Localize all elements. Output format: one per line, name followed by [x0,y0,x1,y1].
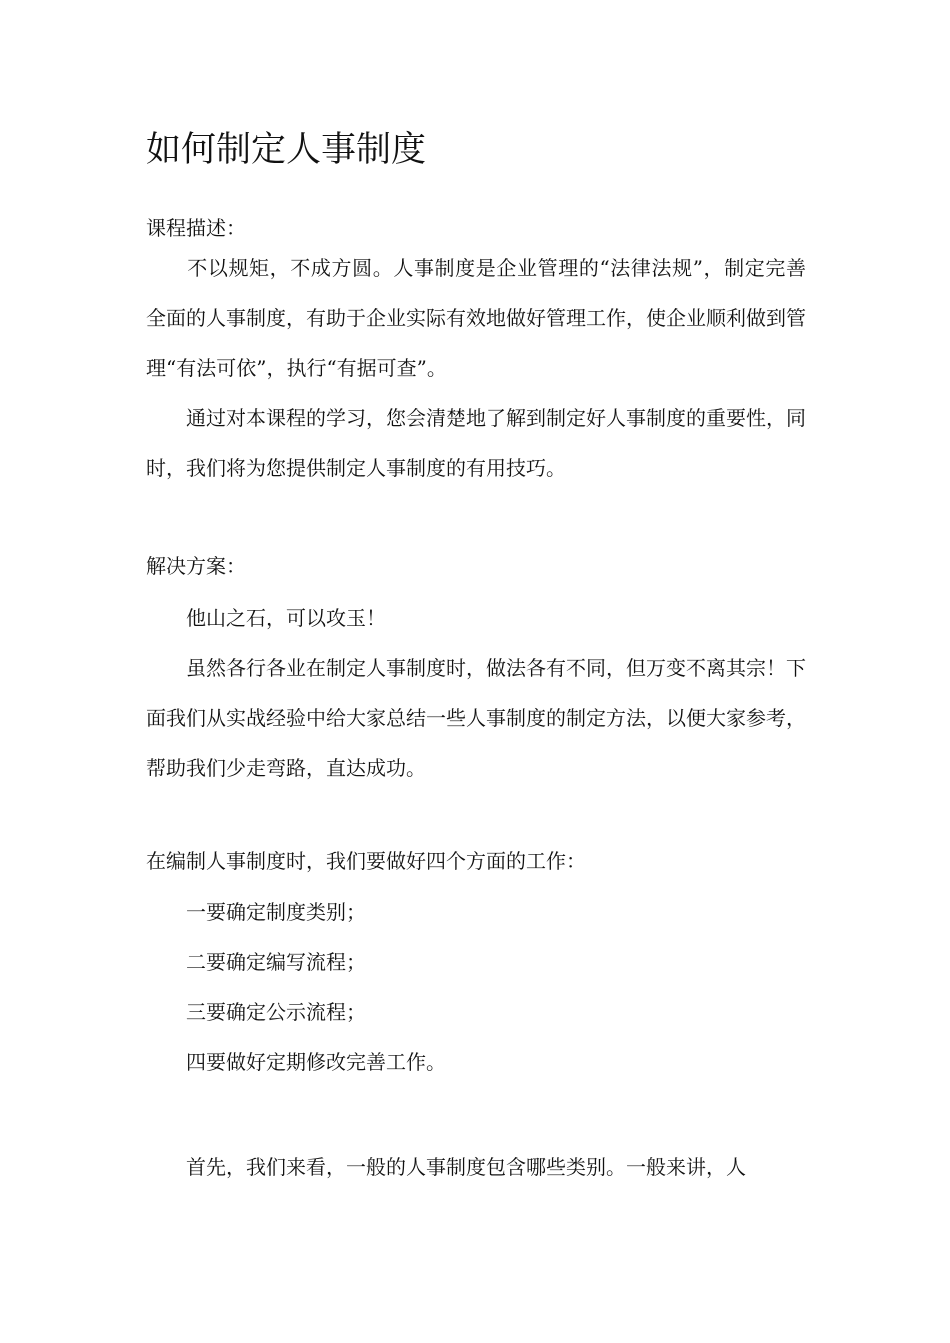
course-heading: 课程描述： [146,216,246,240]
closing-paragraph: 首先，我们来看，一般的人事制度包含哪些类别。一般来讲，人 [146,1155,746,1179]
tasks-intro: 在编制人事制度时，我们要做好四个方面的工作： [146,849,586,873]
solution-paragraph-1: 他山之石，可以攻玉！ [146,606,386,630]
task-item-1: 一要确定制度类别； [146,900,366,924]
task-item-4: 四要做好定期修改完善工作。 [146,1050,446,1074]
task-item-3: 三要确定公示流程； [146,1000,366,1024]
page-title: 如何制定人事制度 [146,130,427,170]
solution-heading: 解决方案： [146,554,246,578]
course-paragraph-1: 不以规矩，不成方圆。人事制度是企业管理的“法律法规”，制定完善全面的人事制度，有助于企业实际有效地做好管理工作，使企业顺利做到管理“有法可依”，执行“有据可查”。 [146,256,806,380]
task-item-2: 二要确定编写流程； [146,950,366,974]
solution-paragraph-2: 虽然各行各业在制定人事制度时，做法各有不同，但万变不离其宗！下面我们从实战经验中给大家总结一些人事制度的制定方法，以便大家参考，帮助我们少走弯路，直达成功。 [146,656,806,780]
course-paragraph-2: 通过对本课程的学习，您会清楚地了解到制定好人事制度的重要性，同时，我们将为您提供制定人事制度的有用技巧。 [146,406,806,480]
